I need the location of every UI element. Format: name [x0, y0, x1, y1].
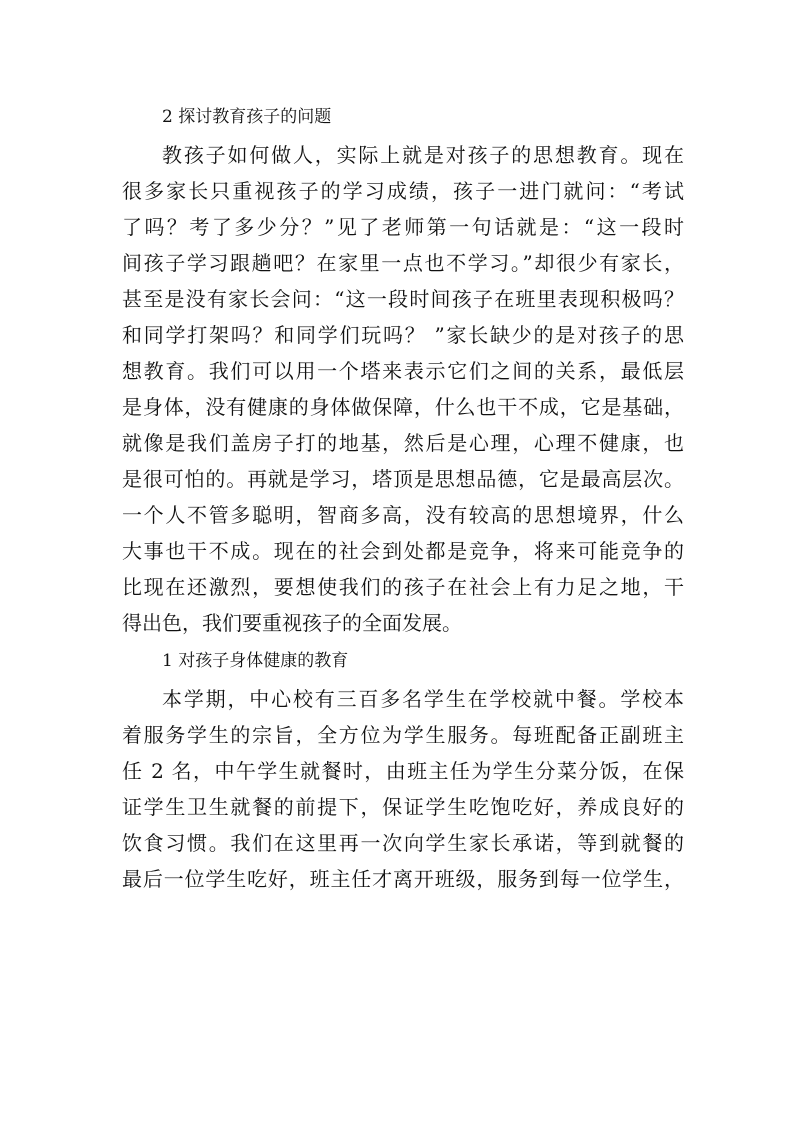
paragraph-line: 比现在还激烈，要想使我们的孩子在社会上有力足之地，干: [122, 575, 684, 599]
section-heading-physical-health: 1 对孩子身体健康的教育: [162, 651, 349, 671]
paragraph-line: 着服务学生的宗旨，全方位为学生服务。每班配备正副班主: [122, 723, 684, 747]
paragraph-line: 任 2 名，中午学生就餐时，由班主任为学生分菜分饭，在保: [122, 759, 684, 783]
paragraph-thought-education: [122, 137, 684, 641]
paragraph-line: 想教育。我们可以用一个塔来表示它们之间的关系，最低层: [122, 359, 684, 383]
paragraph-line: 和同学打架吗？和同学们玩吗？ ”家长缺少的是对孩子的思: [122, 323, 684, 347]
paragraph-line: 一个人不管多聪明，智商多高，没有较高的思想境界，什么: [122, 503, 684, 527]
paragraph-line: 间孩子学习跟趟吧？在家里一点也不学习。”却很少有家长，: [122, 251, 684, 275]
paragraph-line: 就像是我们盖房子打的地基，然后是心理，心理不健康，也: [122, 431, 684, 455]
paragraph-line: 证学生卫生就餐的前提下，保证学生吃饱吃好，养成良好的: [122, 795, 684, 819]
paragraph-line: 很多家长只重视孩子的学习成绩，孩子一进门就问：“考试: [122, 179, 684, 203]
paragraph-line: 教孩子如何做人，实际上就是对孩子的思想教育。现在: [162, 143, 684, 167]
section-heading-discuss-education: 2 探讨教育孩子的问题: [162, 107, 332, 127]
paragraph-line: 得出色，我们要重视孩子的全面发展。: [122, 611, 462, 635]
paragraph-line: 大事也干不成。现在的社会到处都是竞争，将来可能竞争的: [122, 539, 684, 563]
paragraph-school-lunch: [122, 681, 684, 897]
paragraph-line: 是身体，没有健康的身体做保障，什么也干不成，它是基础，: [122, 395, 684, 419]
paragraph-line: 本学期，中心校有三百多名学生在学校就中餐。学校本: [162, 687, 684, 711]
paragraph-line: 是很可怕的。再就是学习，塔顶是思想品德，它是最高层次。: [122, 467, 684, 491]
paragraph-line: 最后一位学生吃好，班主任才离开班级，服务到每一位学生，: [122, 867, 684, 891]
document-body: [122, 97, 684, 897]
paragraph-line: 饮食习惯。我们在这里再一次向学生家长承诺，等到就餐的: [122, 831, 684, 855]
paragraph-line: 甚至是没有家长会问：“这一段时间孩子在班里表现积极吗？: [122, 287, 684, 311]
paragraph-line: 了吗？考了多少分？”见了老师第一句话就是：“这一段时: [122, 215, 684, 239]
